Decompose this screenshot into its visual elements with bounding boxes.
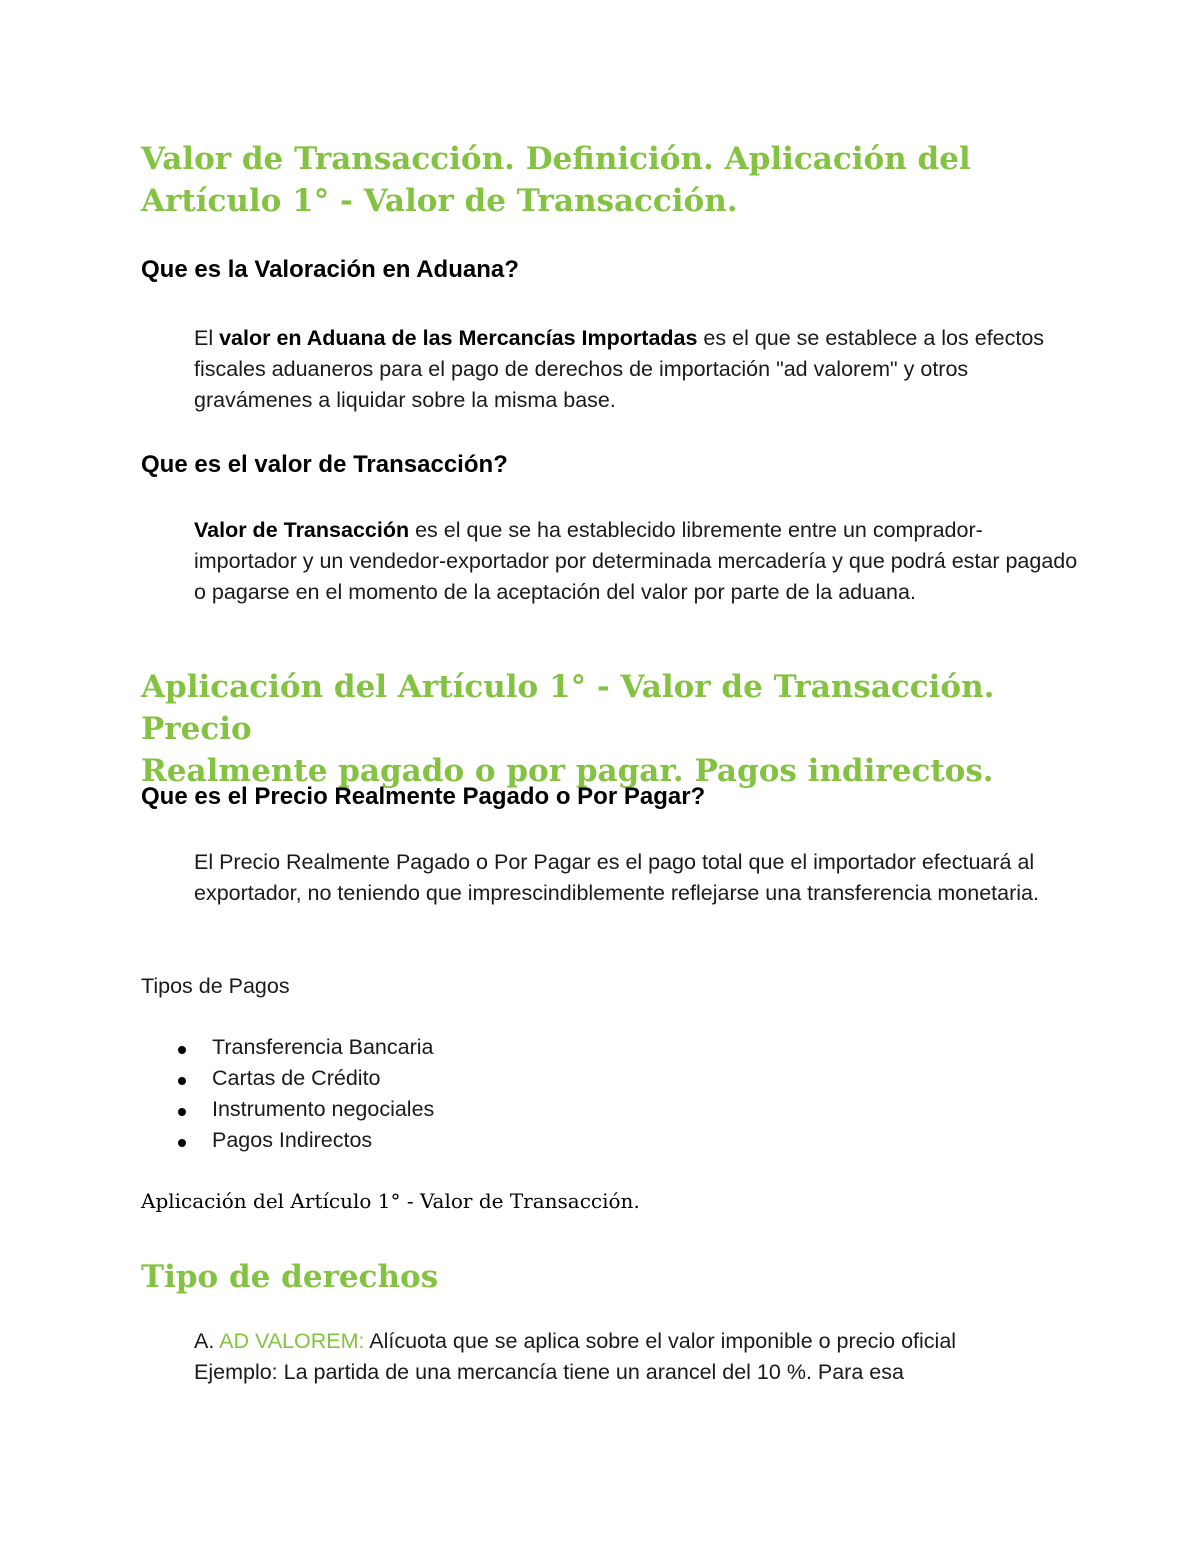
question-valor-transaccion: Que es el valor de Transacción? (141, 451, 508, 478)
list-item-text: Cartas de Crédito (212, 1066, 381, 1090)
list-item-text: Pagos Indirectos (212, 1128, 373, 1152)
tipos-de-pagos-label: Tipos de Pagos (141, 974, 290, 998)
paragraph-ad-valorem (194, 1326, 1084, 1388)
paragraph-valoracion (194, 323, 1084, 416)
list-item (170, 1125, 434, 1156)
ad-valorem-term: AD VALOREM: (219, 1329, 365, 1353)
paragraph-prefix: El (194, 326, 220, 350)
bullet-icon (178, 1139, 186, 1147)
paragraph-bold-term: Valor de Transacción (194, 518, 410, 542)
list-item-text: Instrumento negociales (212, 1097, 435, 1121)
paragraph-text: Alícuota que se aplica sobre el valor imponible o precio oficial (364, 1329, 957, 1353)
bullet-icon (178, 1046, 186, 1054)
list-item (170, 1094, 434, 1125)
list-item (170, 1063, 434, 1094)
list-letter: A. (194, 1329, 220, 1353)
section-heading-1 (141, 138, 1101, 222)
heading-1-line-1: Valor de Transacción. Definición. Aplicación del (141, 141, 971, 177)
question-valoracion: Que es la Valoración en Aduana? (141, 256, 519, 283)
list-item-text: Transferencia Bancaria (212, 1035, 434, 1059)
bullet-icon (178, 1108, 186, 1116)
section-heading-2 (141, 666, 1101, 792)
heading-2-line-1: Aplicación del Artículo 1° - Valor de Transacción. Precio (141, 669, 995, 747)
question-precio-pagado: Que es el Precio Realmente Pagado o Por Pagar? (141, 783, 706, 810)
paragraph-text-line-2: Ejemplo: La partida de una mercancía tiene un arancel del 10 %. Para esa (194, 1360, 904, 1384)
section-heading-3: Tipo de derechos (141, 1259, 439, 1295)
tipos-de-pagos-list (170, 1032, 434, 1156)
paragraph-text: es el que se ha establecido libremente entre un comprador-importador y un vendedor-exportador por determinada mercadería y que podrá estar pagado o pagarse en el momento de la aceptación del valor por parte de la aduana. (194, 518, 1078, 604)
list-item (170, 1032, 434, 1063)
heading-2-line-2: Realmente pagado o por pagar. Pagos indirectos. (141, 753, 994, 789)
paragraph-text: es el que se establece a los efectos fiscales aduaneros para el pago de derechos de importación "ad valorem" y otros gravámenes a liquidar sobre la misma base. (194, 326, 1045, 412)
bullet-icon (178, 1077, 186, 1085)
paragraph-precio-pagado: El Precio Realmente Pagado o Por Pagar es el pago total que el importador efectuará al exportador, no teniendo que imprescindiblemente reflejarse una transferencia monetaria. (194, 850, 1039, 905)
heading-1-line-2: Artículo 1° - Valor de Transacción. (141, 183, 738, 219)
paragraph-bold-term: valor en Aduana de las Mercancías Importadas (219, 326, 698, 350)
paragraph-valor-transaccion (194, 515, 1084, 608)
serif-subheading: Aplicación del Artículo 1° - Valor de Transacción. (141, 1189, 640, 1213)
